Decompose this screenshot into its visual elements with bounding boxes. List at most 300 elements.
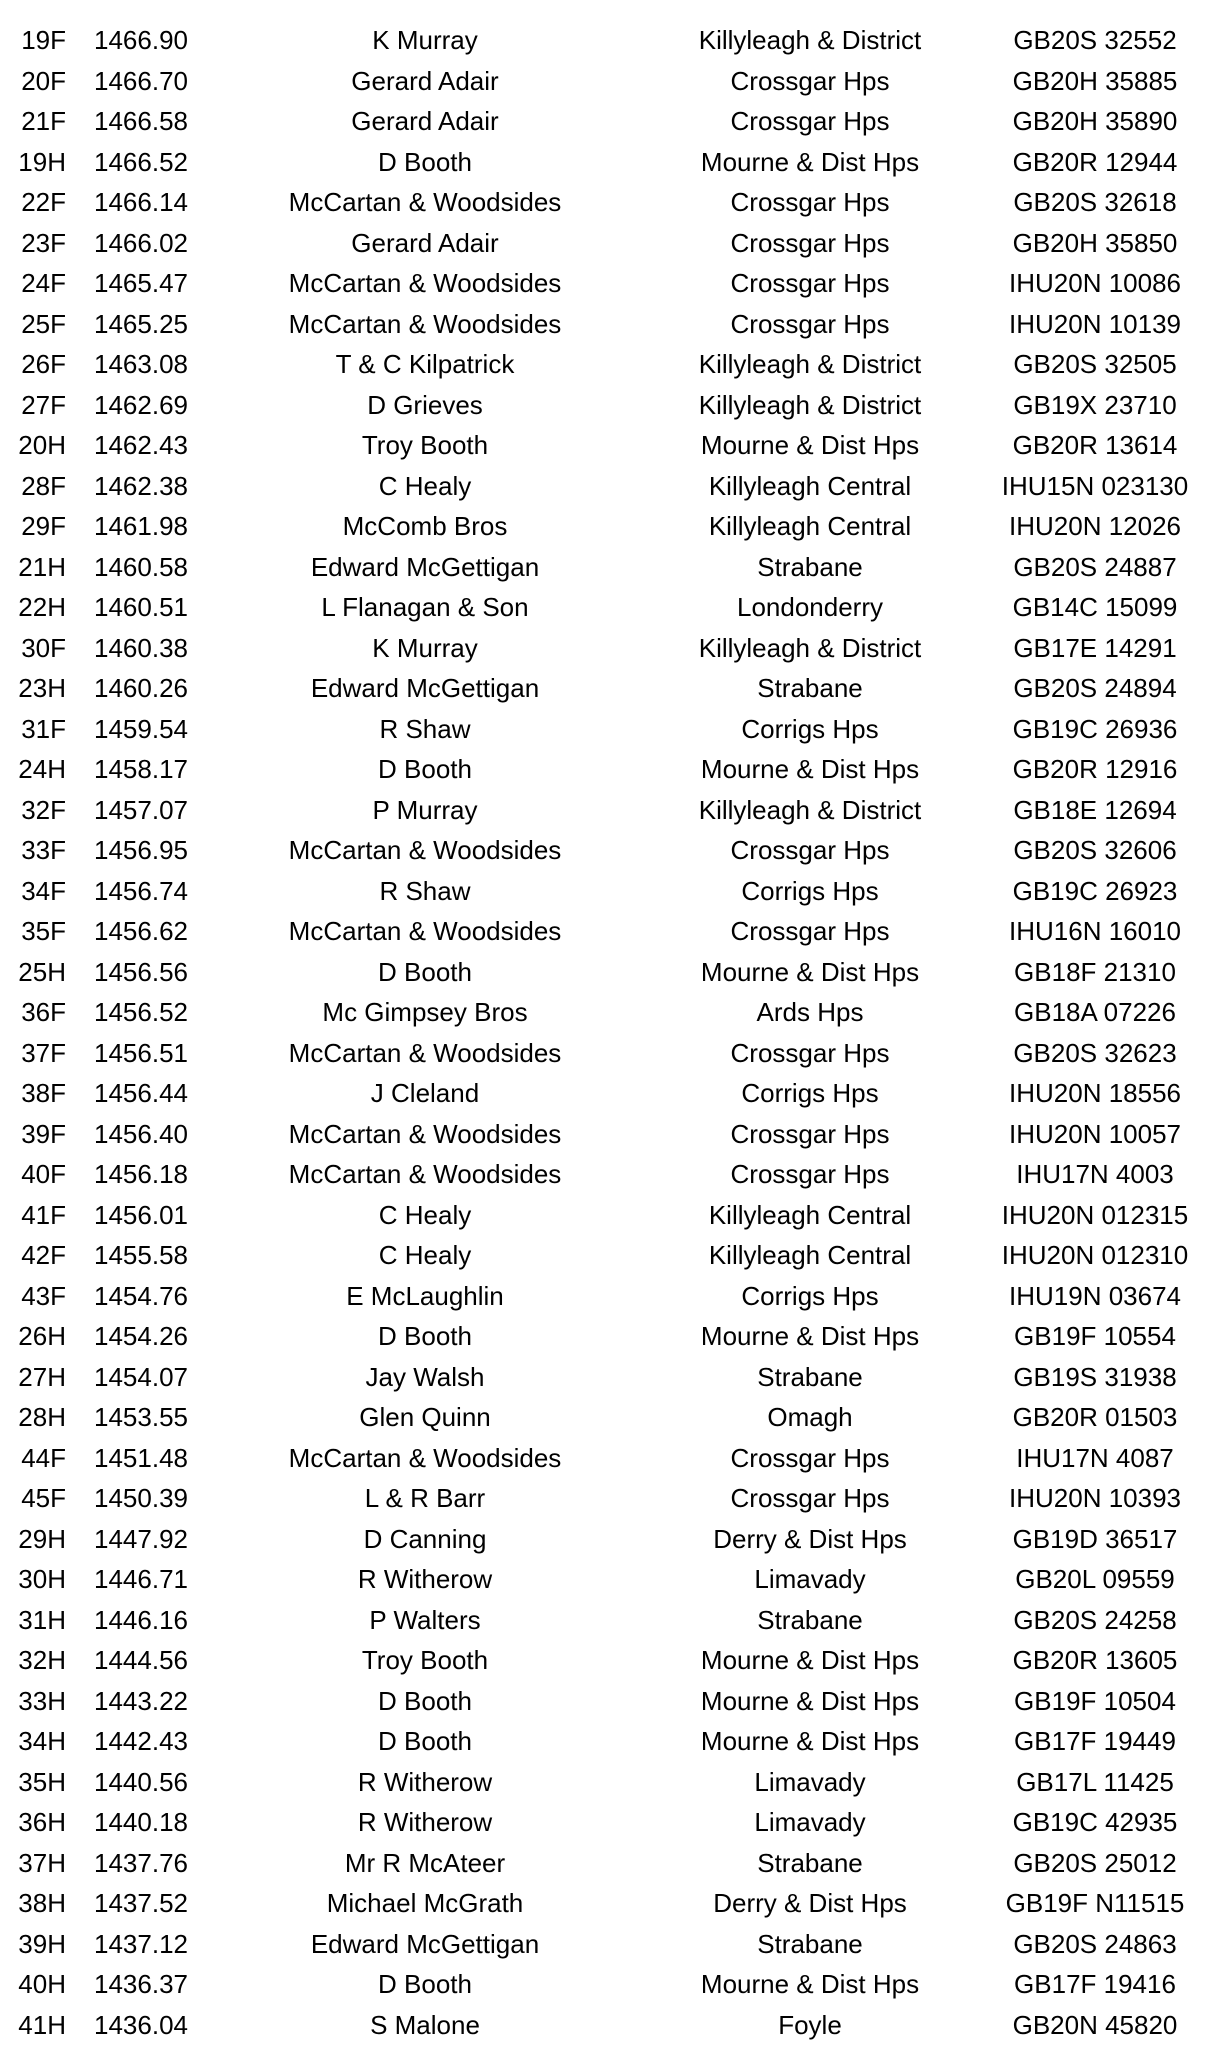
velocity-cell: 1461.98 xyxy=(94,511,188,541)
table-row xyxy=(0,182,1205,222)
position-cell: 38H xyxy=(18,1888,66,1918)
table-row xyxy=(0,506,1205,546)
fancier-name-cell: J Cleland xyxy=(370,1078,480,1108)
club-cell: Limavady xyxy=(754,1564,866,1594)
club-cell: Crossgar Hps xyxy=(730,268,890,298)
fancier-name-cell: Gerard Adair xyxy=(351,65,499,96)
fancier-name-cell: Mr R McAteer xyxy=(344,1847,506,1878)
fancier-name-cell: McCartan & Woodsides xyxy=(288,1442,562,1473)
velocity-cell: 1466.02 xyxy=(94,227,188,258)
fancier-name-cell: McCartan & Woodsides xyxy=(288,916,562,946)
table-row xyxy=(0,1316,1205,1356)
table-row xyxy=(0,263,1205,303)
table-row xyxy=(0,20,1205,60)
velocity-cell: 1436.04 xyxy=(94,2009,188,2040)
position-cell: 34F xyxy=(21,875,66,906)
position-cell: 33H xyxy=(18,1685,66,1716)
ring-number-cell: GB19S 31938 xyxy=(1013,1361,1177,1392)
position-cell: 28H xyxy=(18,1402,66,1432)
ring-number-cell: IHU20N 18556 xyxy=(1009,1078,1181,1108)
position-cell: 32F xyxy=(21,794,66,825)
table-row xyxy=(0,1519,1205,1559)
table-row xyxy=(0,790,1205,830)
ring-number-cell: GB18F 21310 xyxy=(1014,956,1176,987)
velocity-cell: 1459.54 xyxy=(94,713,188,744)
fancier-name-cell: D Booth xyxy=(378,1969,472,1999)
table-row xyxy=(0,1073,1205,1113)
velocity-cell: 1460.58 xyxy=(94,551,188,582)
fancier-name-cell: Edward McGettigan xyxy=(310,1928,540,1959)
club-cell: Strabane xyxy=(757,673,863,703)
velocity-cell: 1462.69 xyxy=(94,389,188,420)
club-cell: Mourne & Dist Hps xyxy=(700,1645,920,1675)
club-cell: Mourne & Dist Hps xyxy=(700,146,920,177)
club-cell: Crossgar Hps xyxy=(730,1118,890,1149)
table-row xyxy=(0,1114,1205,1154)
table-row xyxy=(0,1559,1205,1599)
position-cell: 28F xyxy=(21,470,66,501)
velocity-cell: 1462.38 xyxy=(94,470,188,501)
position-cell: 19F xyxy=(21,25,66,55)
position-cell: 32H xyxy=(18,1645,66,1675)
position-cell: 25H xyxy=(18,956,66,987)
club-cell: Mourne & Dist Hps xyxy=(700,754,920,784)
position-cell: 37F xyxy=(21,1037,66,1068)
club-cell: Corrigs Hps xyxy=(741,875,879,906)
position-cell: 35H xyxy=(18,1766,66,1797)
fancier-name-cell: P Walters xyxy=(369,1604,481,1635)
fancier-name-cell: R Witherow xyxy=(357,1807,493,1837)
fancier-name-cell: R Shaw xyxy=(379,875,471,906)
fancier-name-cell: D Booth xyxy=(378,1726,472,1756)
ring-number-cell: IHU20N 10057 xyxy=(1009,1118,1181,1149)
position-cell: 25F xyxy=(21,308,66,339)
fancier-name-cell: D Grieves xyxy=(367,389,483,420)
ring-number-cell: IHU16N 16010 xyxy=(1009,916,1181,946)
velocity-cell: 1446.71 xyxy=(94,1564,188,1594)
velocity-cell: 1447.92 xyxy=(94,1523,188,1554)
ring-number-cell: GB17L 11425 xyxy=(1016,1766,1174,1797)
velocity-cell: 1440.18 xyxy=(94,1807,188,1837)
velocity-cell: 1454.26 xyxy=(94,1321,188,1351)
table-row xyxy=(0,1357,1205,1397)
club-cell: Strabane xyxy=(757,1847,863,1878)
ring-number-cell: GB18E 12694 xyxy=(1013,794,1177,825)
velocity-cell: 1453.55 xyxy=(94,1402,188,1432)
table-row xyxy=(0,1600,1205,1640)
table-row xyxy=(0,1235,1205,1275)
position-cell: 31F xyxy=(21,713,66,744)
table-row xyxy=(0,1721,1205,1761)
velocity-cell: 1455.58 xyxy=(94,1240,188,1270)
table-row xyxy=(0,830,1205,870)
table-row xyxy=(0,1478,1205,1518)
club-cell: Killyleagh Central xyxy=(708,1240,912,1270)
ring-number-cell: GB19F N11515 xyxy=(1005,1888,1185,1918)
ring-number-cell: GB20R 13605 xyxy=(1012,1645,1178,1675)
velocity-cell: 1454.07 xyxy=(94,1361,188,1392)
fancier-name-cell: C Healy xyxy=(378,470,472,501)
ring-number-cell: GB20R 12944 xyxy=(1012,146,1178,177)
table-row xyxy=(0,223,1205,263)
position-cell: 23F xyxy=(21,227,66,258)
fancier-name-cell: Michael McGrath xyxy=(326,1888,524,1918)
table-row xyxy=(0,2005,1205,2045)
position-cell: 26F xyxy=(21,349,66,379)
position-cell: 31H xyxy=(18,1604,66,1635)
ring-number-cell: GB20S 32606 xyxy=(1013,835,1177,865)
club-cell: Crossgar Hps xyxy=(730,1483,890,1513)
club-cell: Crossgar Hps xyxy=(730,106,890,136)
velocity-cell: 1460.38 xyxy=(94,632,188,663)
ring-number-cell: GB17E 14291 xyxy=(1013,632,1177,663)
ring-number-cell: GB19D 36517 xyxy=(1012,1523,1178,1554)
position-cell: 42F xyxy=(21,1240,66,1270)
club-cell: Killyleagh & District xyxy=(698,794,922,825)
table-row xyxy=(0,1924,1205,1964)
ring-number-cell: GB20S 32623 xyxy=(1013,1037,1177,1068)
fancier-name-cell: D Booth xyxy=(378,1685,472,1716)
ring-number-cell: GB20N 45820 xyxy=(1012,2009,1178,2040)
ring-number-cell: GB20S 24887 xyxy=(1013,551,1177,582)
club-cell: Crossgar Hps xyxy=(730,916,890,946)
velocity-cell: 1465.25 xyxy=(94,308,188,339)
velocity-cell: 1456.56 xyxy=(94,956,188,987)
ring-number-cell: IHU15N 023130 xyxy=(1001,470,1189,501)
club-cell: Killyleagh Central xyxy=(708,511,912,541)
position-cell: 30F xyxy=(21,632,66,663)
table-row xyxy=(0,1640,1205,1680)
ring-number-cell: GB19C 42935 xyxy=(1012,1807,1178,1837)
velocity-cell: 1466.14 xyxy=(94,187,188,217)
ring-number-cell: GB20S 25012 xyxy=(1013,1847,1177,1878)
velocity-cell: 1466.70 xyxy=(94,65,188,96)
club-cell: Crossgar Hps xyxy=(730,227,890,258)
ring-number-cell: GB20S 32618 xyxy=(1013,187,1177,217)
fancier-name-cell: Jay Walsh xyxy=(365,1361,485,1392)
club-cell: Corrigs Hps xyxy=(741,1280,879,1311)
position-cell: 36H xyxy=(18,1807,66,1837)
fancier-name-cell: D Booth xyxy=(378,754,472,784)
fancier-name-cell: L Flanagan & Son xyxy=(321,592,529,622)
position-cell: 41H xyxy=(18,2009,66,2040)
fancier-name-cell: R Shaw xyxy=(379,713,471,744)
table-row xyxy=(0,61,1205,101)
velocity-cell: 1456.52 xyxy=(94,997,188,1027)
club-cell: Crossgar Hps xyxy=(730,308,890,339)
velocity-cell: 1437.76 xyxy=(94,1847,188,1878)
velocity-cell: 1450.39 xyxy=(94,1483,188,1513)
club-cell: Crossgar Hps xyxy=(730,1159,890,1189)
fancier-name-cell: McComb Bros xyxy=(342,511,508,541)
ring-number-cell: GB19F 10504 xyxy=(1014,1685,1176,1716)
club-cell: Killyleagh & District xyxy=(698,25,922,55)
club-cell: Killyleagh & District xyxy=(698,632,922,663)
ring-number-cell: GB20S 24863 xyxy=(1013,1928,1177,1959)
table-row xyxy=(0,709,1205,749)
ring-number-cell: GB20L 09559 xyxy=(1015,1564,1175,1594)
velocity-cell: 1451.48 xyxy=(94,1442,188,1473)
fancier-name-cell: McCartan & Woodsides xyxy=(288,1159,562,1189)
club-cell: Foyle xyxy=(778,2009,842,2040)
position-cell: 43F xyxy=(21,1280,66,1311)
position-cell: 24H xyxy=(18,754,66,784)
velocity-cell: 1466.52 xyxy=(94,146,188,177)
position-cell: 35F xyxy=(21,916,66,946)
position-cell: 30H xyxy=(18,1564,66,1594)
velocity-cell: 1437.12 xyxy=(94,1928,188,1959)
ring-number-cell: IHU19N 03674 xyxy=(1009,1280,1181,1311)
velocity-cell: 1443.22 xyxy=(94,1685,188,1716)
ring-number-cell: GB20S 24258 xyxy=(1013,1604,1177,1635)
fancier-name-cell: Mc Gimpsey Bros xyxy=(322,997,528,1027)
table-row xyxy=(0,1397,1205,1437)
table-row xyxy=(0,1276,1205,1316)
ring-number-cell: GB19F 10554 xyxy=(1014,1321,1176,1351)
fancier-name-cell: D Booth xyxy=(378,1321,472,1351)
table-row xyxy=(0,101,1205,141)
ring-number-cell: GB18A 07226 xyxy=(1014,997,1176,1027)
table-row xyxy=(0,1964,1205,2004)
ring-number-cell: GB20H 35885 xyxy=(1012,65,1178,96)
position-cell: 27F xyxy=(21,389,66,420)
velocity-cell: 1442.43 xyxy=(94,1726,188,1756)
fancier-name-cell: Troy Booth xyxy=(361,1645,489,1675)
fancier-name-cell: Edward McGettigan xyxy=(310,673,540,703)
fancier-name-cell: McCartan & Woodsides xyxy=(288,835,562,865)
position-cell: 22H xyxy=(18,592,66,622)
fancier-name-cell: R Witherow xyxy=(357,1766,493,1797)
table-row xyxy=(0,385,1205,425)
club-cell: Londonderry xyxy=(737,592,883,622)
position-cell: 26H xyxy=(18,1321,66,1351)
position-cell: 39F xyxy=(21,1118,66,1149)
table-row xyxy=(0,142,1205,182)
velocity-cell: 1463.08 xyxy=(94,349,188,379)
fancier-name-cell: C Healy xyxy=(378,1240,472,1270)
fancier-name-cell: C Healy xyxy=(378,1199,472,1230)
table-row xyxy=(0,668,1205,708)
club-cell: Crossgar Hps xyxy=(730,65,890,96)
club-cell: Mourne & Dist Hps xyxy=(700,1726,920,1756)
table-row xyxy=(0,344,1205,384)
ring-number-cell: GB20R 12916 xyxy=(1012,754,1178,784)
velocity-cell: 1456.18 xyxy=(94,1159,188,1189)
club-cell: Derry & Dist Hps xyxy=(713,1888,907,1918)
club-cell: Crossgar Hps xyxy=(730,1037,890,1068)
table-row xyxy=(0,1438,1205,1478)
ring-number-cell: GB17F 19416 xyxy=(1014,1969,1176,1999)
velocity-cell: 1456.44 xyxy=(94,1078,188,1108)
velocity-cell: 1460.51 xyxy=(94,592,188,622)
ring-number-cell: IHU17N 4087 xyxy=(1016,1442,1174,1473)
velocity-cell: 1454.76 xyxy=(94,1280,188,1311)
table-row xyxy=(0,952,1205,992)
velocity-cell: 1456.74 xyxy=(94,875,188,906)
fancier-name-cell: McCartan & Woodsides xyxy=(288,308,562,339)
position-cell: 27H xyxy=(18,1361,66,1392)
fancier-name-cell: T & C Kilpatrick xyxy=(335,349,515,379)
table-row xyxy=(0,992,1205,1032)
position-cell: 21F xyxy=(21,106,66,136)
club-cell: Omagh xyxy=(767,1402,853,1432)
club-cell: Killyleagh & District xyxy=(698,349,922,379)
position-cell: 40F xyxy=(21,1159,66,1189)
ring-number-cell: GB17F 19449 xyxy=(1014,1726,1176,1756)
club-cell: Strabane xyxy=(757,551,863,582)
fancier-name-cell: L & R Barr xyxy=(364,1483,486,1513)
position-cell: 24F xyxy=(21,268,66,298)
table-row xyxy=(0,1154,1205,1194)
fancier-name-cell: K Murray xyxy=(372,25,478,55)
velocity-cell: 1440.56 xyxy=(94,1766,188,1797)
table-row xyxy=(0,1033,1205,1073)
fancier-name-cell: McCartan & Woodsides xyxy=(288,1118,562,1149)
position-cell: 45F xyxy=(21,1483,66,1513)
position-cell: 20F xyxy=(21,65,66,96)
fancier-name-cell: R Witherow xyxy=(357,1564,493,1594)
ring-number-cell: IHU20N 10086 xyxy=(1009,268,1181,298)
position-cell: 23H xyxy=(18,673,66,703)
club-cell: Crossgar Hps xyxy=(730,1442,890,1473)
fancier-name-cell: Gerard Adair xyxy=(351,106,499,136)
club-cell: Mourne & Dist Hps xyxy=(700,1969,920,1999)
ring-number-cell: GB19X 23710 xyxy=(1013,389,1177,420)
table-row xyxy=(0,1843,1205,1883)
position-cell: 38F xyxy=(21,1078,66,1108)
table-row xyxy=(0,1762,1205,1802)
club-cell: Limavady xyxy=(754,1807,866,1837)
club-cell: Ards Hps xyxy=(756,997,864,1027)
position-cell: 21H xyxy=(18,551,66,582)
club-cell: Crossgar Hps xyxy=(730,835,890,865)
club-cell: Derry & Dist Hps xyxy=(713,1523,907,1554)
ring-number-cell: GB20S 32505 xyxy=(1013,349,1177,379)
fancier-name-cell: Edward McGettigan xyxy=(310,551,540,582)
table-row xyxy=(0,911,1205,951)
position-cell: 39H xyxy=(18,1928,66,1959)
ring-number-cell: GB20S 32552 xyxy=(1013,25,1177,55)
table-row xyxy=(0,304,1205,344)
velocity-cell: 1436.37 xyxy=(94,1969,188,1999)
ring-number-cell: GB19C 26923 xyxy=(1012,875,1178,906)
ring-number-cell: GB19C 26936 xyxy=(1012,713,1178,744)
club-cell: Mourne & Dist Hps xyxy=(700,1685,920,1716)
position-cell: 44F xyxy=(21,1442,66,1473)
ring-number-cell: GB20S 24894 xyxy=(1013,673,1177,703)
club-cell: Mourne & Dist Hps xyxy=(700,1321,920,1351)
table-row xyxy=(0,466,1205,506)
club-cell: Corrigs Hps xyxy=(741,1078,879,1108)
club-cell: Crossgar Hps xyxy=(730,187,890,217)
ring-number-cell: IHU20N 10393 xyxy=(1009,1483,1181,1513)
table-row xyxy=(0,1195,1205,1235)
fancier-name-cell: Troy Booth xyxy=(361,430,489,460)
position-cell: 41F xyxy=(21,1199,66,1230)
fancier-name-cell: McCartan & Woodsides xyxy=(288,187,562,217)
velocity-cell: 1466.90 xyxy=(94,25,188,55)
fancier-name-cell: Glen Quinn xyxy=(359,1402,491,1432)
ring-number-cell: IHU17N 4003 xyxy=(1016,1159,1174,1189)
velocity-cell: 1458.17 xyxy=(94,754,188,784)
table-row xyxy=(0,547,1205,587)
position-cell: 40H xyxy=(18,1969,66,1999)
club-cell: Strabane xyxy=(757,1361,863,1392)
fancier-name-cell: McCartan & Woodsides xyxy=(288,268,562,298)
table-row xyxy=(0,1883,1205,1923)
club-cell: Corrigs Hps xyxy=(741,713,879,744)
velocity-cell: 1456.95 xyxy=(94,835,188,865)
table-row xyxy=(0,1802,1205,1842)
velocity-cell: 1444.56 xyxy=(94,1645,188,1675)
fancier-name-cell: P Murray xyxy=(372,794,478,825)
fancier-name-cell: Gerard Adair xyxy=(351,227,499,258)
position-cell: 37H xyxy=(18,1847,66,1878)
table-row xyxy=(0,425,1205,465)
velocity-cell: 1462.43 xyxy=(94,430,188,460)
table-row xyxy=(0,587,1205,627)
ring-number-cell: GB20R 13614 xyxy=(1012,430,1178,460)
velocity-cell: 1446.16 xyxy=(94,1604,188,1635)
club-cell: Killyleagh Central xyxy=(708,470,912,501)
table-row xyxy=(0,1681,1205,1721)
position-cell: 19H xyxy=(18,146,66,177)
club-cell: Killyleagh & District xyxy=(698,389,922,420)
position-cell: 34H xyxy=(18,1726,66,1756)
club-cell: Mourne & Dist Hps xyxy=(700,430,920,460)
fancier-name-cell: K Murray xyxy=(372,632,478,663)
position-cell: 29F xyxy=(21,511,66,541)
position-cell: 36F xyxy=(21,997,66,1027)
ring-number-cell: IHU20N 10139 xyxy=(1009,308,1181,339)
fancier-name-cell: E McLaughlin xyxy=(346,1280,504,1311)
velocity-cell: 1456.62 xyxy=(94,916,188,946)
ring-number-cell: GB20R 01503 xyxy=(1012,1402,1178,1432)
fancier-name-cell: D Canning xyxy=(363,1523,487,1554)
club-cell: Mourne & Dist Hps xyxy=(700,956,920,987)
velocity-cell: 1437.52 xyxy=(94,1888,188,1918)
fancier-name-cell: D Booth xyxy=(378,956,472,987)
fancier-name-cell: D Booth xyxy=(378,146,472,177)
position-cell: 33F xyxy=(21,835,66,865)
ring-number-cell: GB14C 15099 xyxy=(1012,592,1178,622)
club-cell: Strabane xyxy=(757,1604,863,1635)
velocity-cell: 1460.26 xyxy=(94,673,188,703)
ring-number-cell: IHU20N 12026 xyxy=(1009,511,1181,541)
club-cell: Strabane xyxy=(757,1928,863,1959)
table-row xyxy=(0,749,1205,789)
ring-number-cell: IHU20N 012310 xyxy=(1001,1240,1189,1270)
velocity-cell: 1465.47 xyxy=(94,268,188,298)
velocity-cell: 1466.58 xyxy=(94,106,188,136)
ring-number-cell: IHU20N 012315 xyxy=(1001,1199,1189,1230)
table-row xyxy=(0,628,1205,668)
velocity-cell: 1456.40 xyxy=(94,1118,188,1149)
fancier-name-cell: S Malone xyxy=(370,2009,480,2040)
fancier-name-cell: McCartan & Woodsides xyxy=(288,1037,562,1068)
position-cell: 22F xyxy=(21,187,66,217)
club-cell: Killyleagh Central xyxy=(708,1199,912,1230)
velocity-cell: 1457.07 xyxy=(94,794,188,825)
ring-number-cell: GB20H 35850 xyxy=(1012,227,1178,258)
velocity-cell: 1456.51 xyxy=(94,1037,188,1068)
velocity-cell: 1456.01 xyxy=(94,1199,188,1230)
ring-number-cell: GB20H 35890 xyxy=(1012,106,1178,136)
position-cell: 29H xyxy=(18,1523,66,1554)
club-cell: Limavady xyxy=(754,1766,866,1797)
position-cell: 20H xyxy=(18,430,66,460)
table-row xyxy=(0,871,1205,911)
